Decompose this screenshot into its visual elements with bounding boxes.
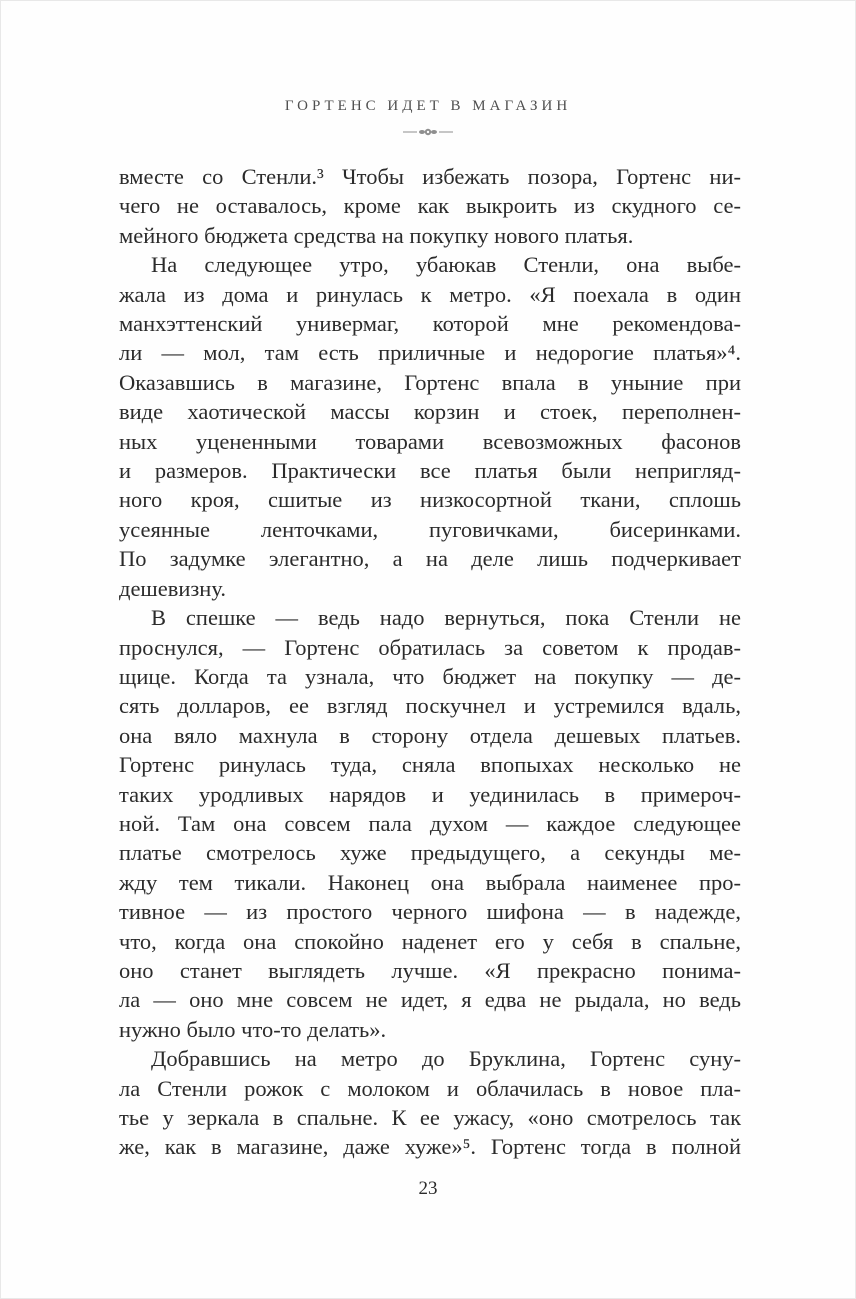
text-line: ных уцененными товарами всевозможных фасонов	[119, 428, 741, 454]
text-line: нужно было что-то делать».	[119, 1016, 387, 1042]
text-line: В спешке — ведь надо вернуться, пока Стенли не	[151, 605, 741, 631]
text-line: тивное — из простого черного шифона — в надежде,	[119, 899, 741, 925]
text-line: и размеров. Практически все платья были непригляд-	[119, 458, 741, 484]
text-line: ли — мол, там есть приличные и недорогие платья»⁴.	[119, 340, 741, 366]
paragraph	[119, 1044, 741, 1162]
body-text	[119, 162, 741, 1162]
text-line: что, когда она спокойно наденет его у себя в спальне,	[119, 928, 741, 954]
text-line: она вяло махнула в сторону отдела дешевых платьев.	[119, 722, 741, 748]
text-line: тье у зеркала в спальне. К ее ужасу, «оно смотрелось так	[119, 1105, 741, 1130]
text-line: же, как в магазине, даже хуже»⁵. Гортенс тогда в полной	[119, 1134, 741, 1160]
text-line: На следующее утро, убаюкав Стенли, она выбе-	[151, 252, 741, 278]
text-line: виде хаотической массы корзин и стоек, переполнен-	[119, 399, 741, 425]
text-line: ной. Там она совсем пала духом — каждое следующее	[119, 810, 741, 836]
text-line: оно станет выглядеть лучше. «Я прекрасно понима-	[119, 957, 741, 983]
paragraph	[119, 250, 741, 603]
paragraph	[119, 162, 741, 250]
text-line: таких уродливых нарядов и уединилась в примероч-	[119, 781, 741, 807]
text-line: сять долларов, ее взгляд поскучнел и устремился вдаль,	[119, 693, 741, 719]
text-line: По задумке элегантно, а на деле лишь подчеркивает	[119, 546, 741, 572]
text-line: проснулся, — Гортенс обратилась за советом к продав-	[119, 634, 741, 660]
text-line: щице. Когда та узнала, что бюджет на покупку — де-	[119, 663, 741, 689]
text-line: манхэттенский универмаг, которой мне рекомендова-	[119, 311, 741, 337]
text-line: мейного бюджета средства на покупку нового платья.	[119, 222, 634, 248]
text-line: Гортенс ринулась туда, сняла впопыхах несколько не	[119, 752, 741, 778]
text-line: усеянные ленточками, пуговичками, бисеринками.	[119, 516, 741, 542]
chapter-running-head: ГОРТЕНС ИДЕТ В МАГАЗИН	[284, 98, 572, 114]
text-line: чего не оставалось, кроме как выкроить из скудного се-	[119, 193, 741, 219]
text-line: ла — оно мне совсем не идет, я едва не рыдала, но ведь	[119, 987, 741, 1013]
text-line: Добравшись на метро до Бруклина, Гортенс суну-	[151, 1046, 741, 1072]
page-number: 23	[418, 1178, 438, 1199]
text-line: вместе со Стенли.³ Чтобы избежать позора, Гортенс ни-	[119, 164, 741, 189]
divider-ornament-icon	[1, 125, 855, 139]
text-line: Оказавшись в магазине, Гортенс впала в уныние при	[119, 369, 741, 395]
text-line: жду тем тикали. Наконец она выбрала наименее про-	[119, 869, 741, 895]
paragraph	[119, 603, 741, 1044]
text-line: платье смотрелось хуже предыдущего, а секунды ме-	[119, 840, 741, 866]
text-line: жала из дома и ринулась к метро. «Я поехала в один	[119, 281, 741, 307]
text-line: дешевизну.	[119, 575, 226, 601]
text-line: ного кроя, сшитые из низкосортной ткани, сплошь	[119, 487, 741, 513]
text-line: ла Стенли рожок с молоком и облачилась в новое пла-	[119, 1075, 741, 1101]
